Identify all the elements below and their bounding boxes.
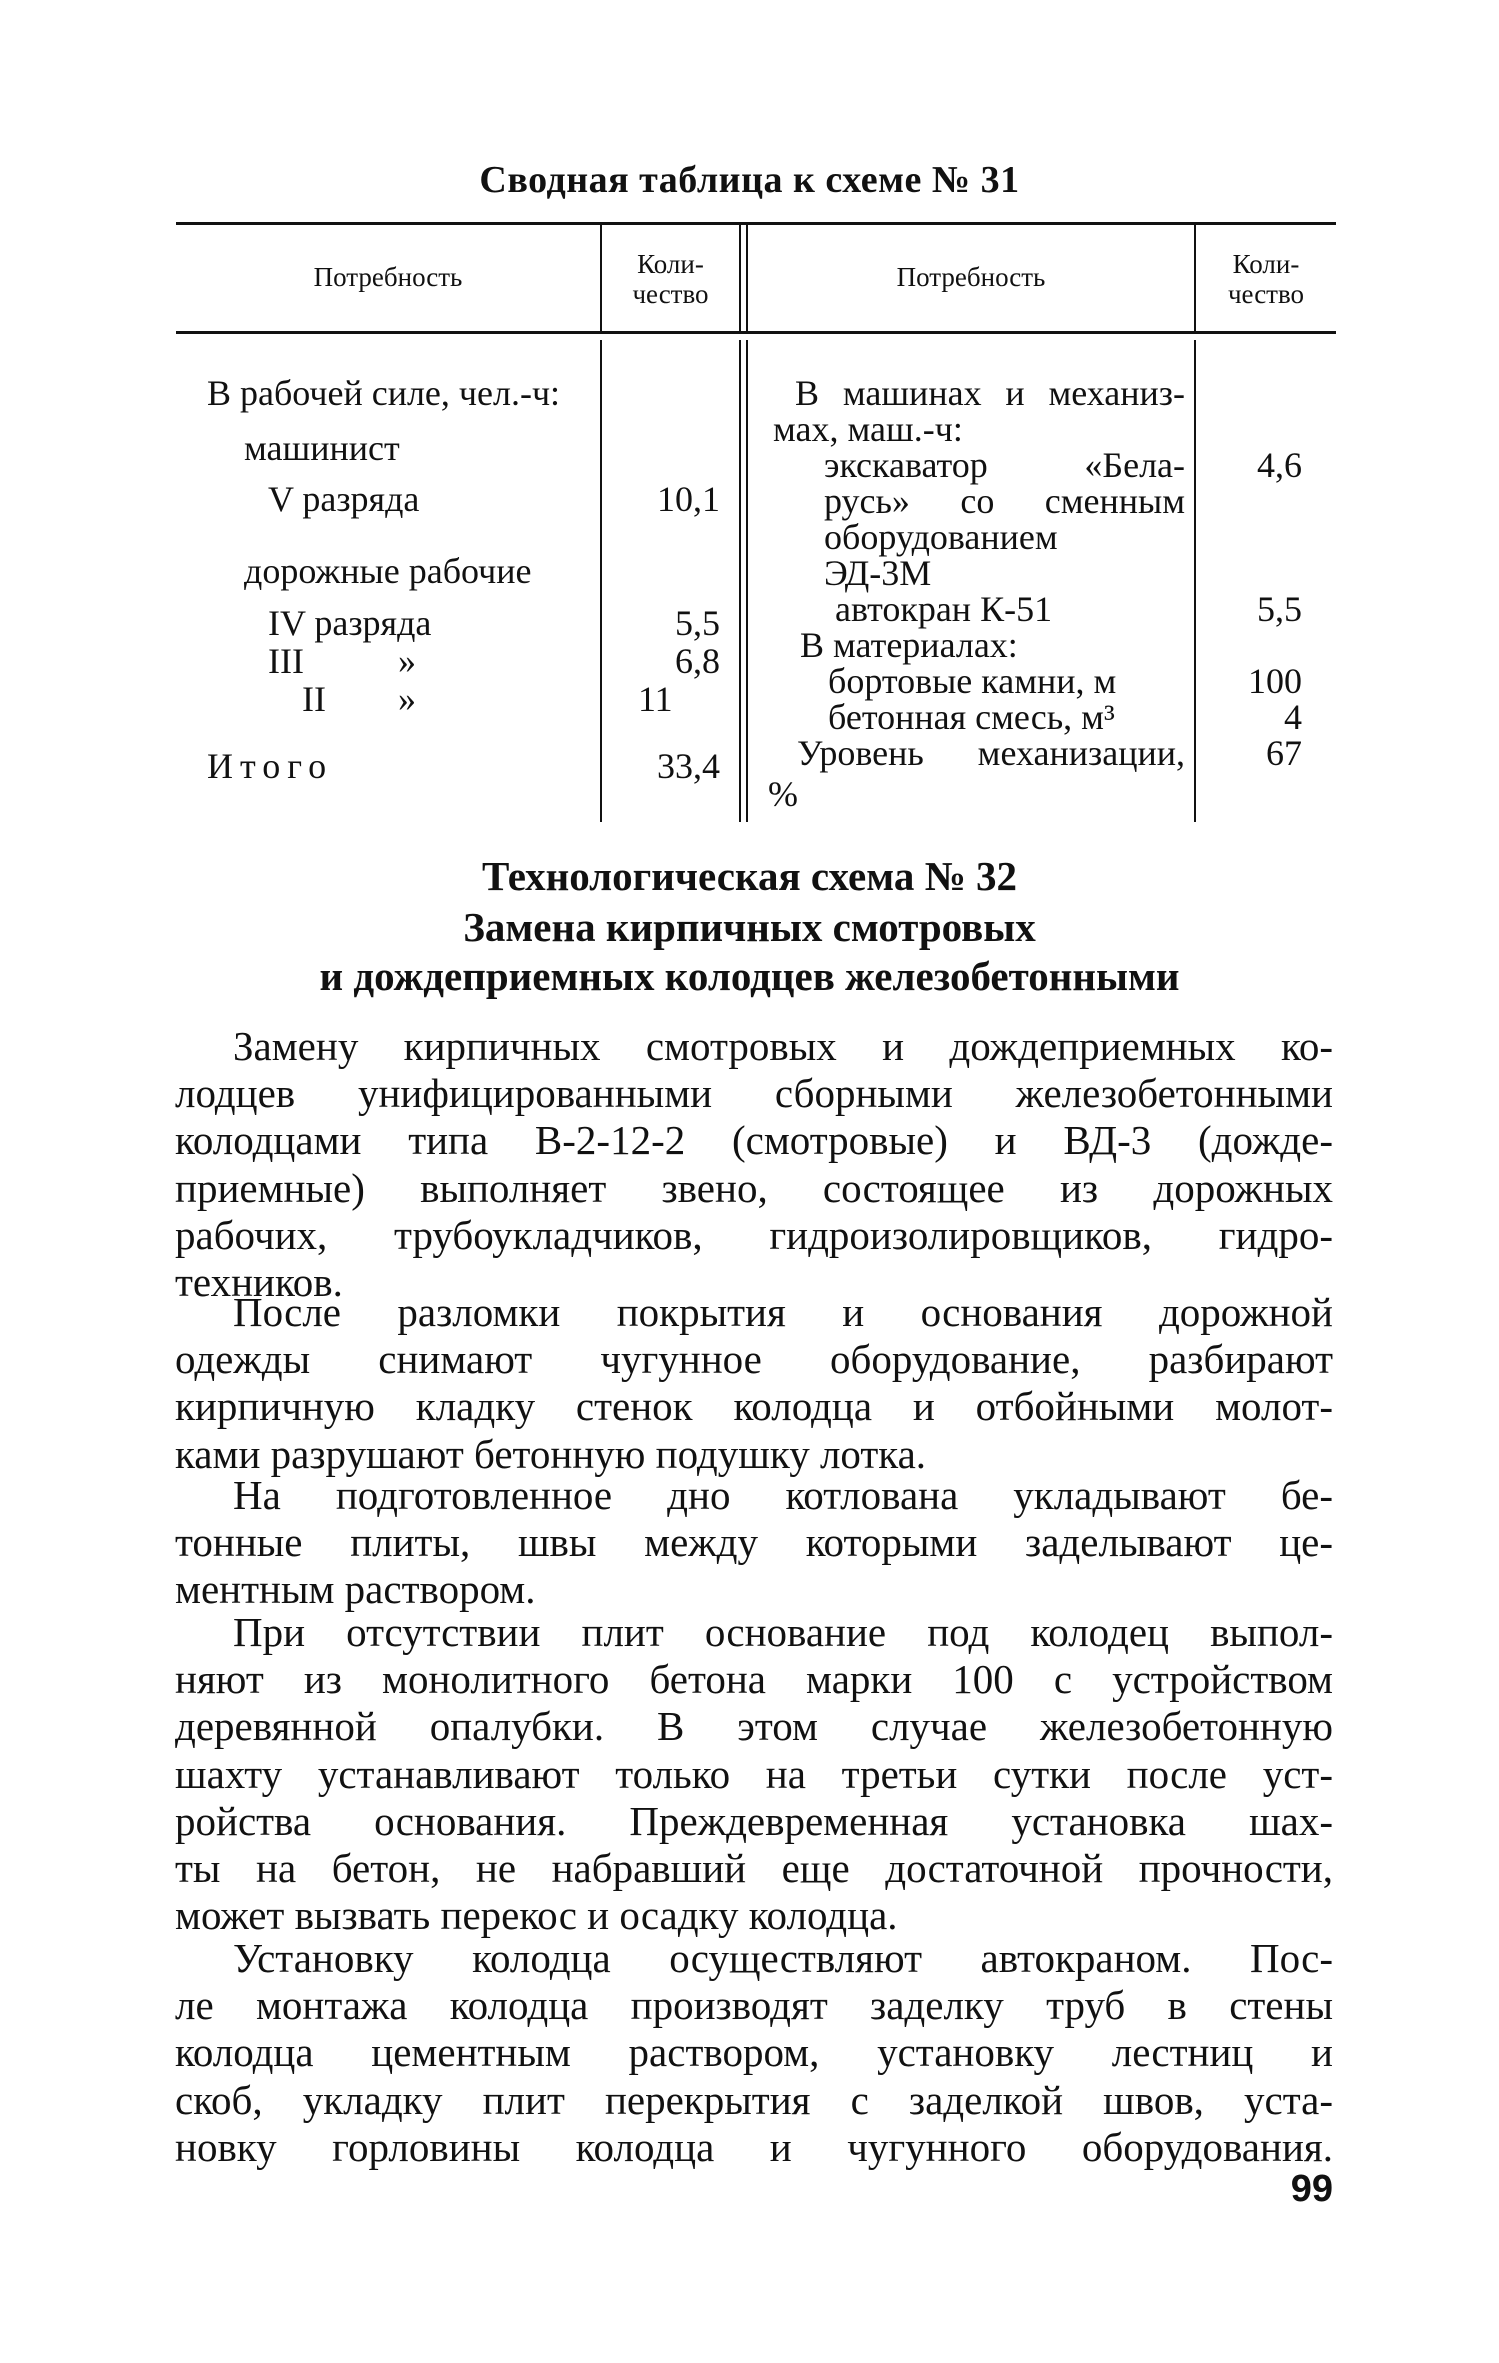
paragraph-line: шахту устанавливают только на третьи сутки после уст- [175,1750,1333,1797]
curbs: бортовые камни, м [828,661,1117,701]
excavator-line4: ЭД-3М [824,553,932,593]
paragraph-line: колодца цементным раствором, установку лестниц и [175,2029,1333,2076]
paragraph-line: может вызвать перекос и осадку колодца. [175,1892,898,1939]
table-top-rule [176,222,1336,225]
paragraph-line: колодцами типа В-2-12-2 (смотровые) и ВД-3 (дожде- [175,1117,1333,1164]
paragraph-line: При отсутствии плит основание под колодец выпол- [233,1609,1333,1655]
labor-grade-2-value: 11 [638,679,673,719]
paragraph-line: рабочих, трубоукладчиков, гидроизолировщиков, гидро- [175,1211,1333,1258]
header-qty-right-line1: Коли- [1232,249,1300,279]
paragraph-line: ментным раствором. [175,1566,536,1613]
section-title-line3: и дождеприемных колодцев железобетонными [319,953,1180,999]
excavator-value: 4,6 [1257,445,1302,485]
machines-heading-line1: В машинах и механиз- [795,373,1185,413]
paragraph-3 [175,1472,1333,1614]
paragraph-line: лодцев унифицированными сборными железобетонными [175,1070,1333,1117]
crane: автокран К-51 [835,589,1053,629]
header-qty-right-line2: чество [1227,279,1305,309]
paragraph-4 [175,1609,1333,1939]
labor-grade-2: II [302,679,326,719]
labor-road-workers: дорожные рабочие [244,551,532,591]
concrete: бетонная смесь, м³ [828,697,1115,737]
labor-machinist-value: 10,1 [657,479,720,519]
column-divider-center-a [739,340,741,822]
paragraph-line: После разломки покрытия и основания дорожной [233,1289,1333,1335]
header-qty-right [1196,249,1336,309]
header-qty-left-line2: чество [632,279,709,309]
excavator-line2: русь» со сменным [824,481,1185,521]
paragraph-line: ты на бетон, не набравший еще достаточной прочности, [175,1845,1333,1892]
labor-grade-3: III [268,641,304,681]
materials-heading: В материалах: [800,625,1018,665]
paragraph-line: одежды снимают чугунное оборудование, разбирают [175,1336,1333,1383]
mechanization-line1: Уровень механизации, [797,733,1185,773]
labor-total-value: 33,4 [657,746,720,786]
table-caption: Сводная таблица к схеме № 31 [479,159,1020,201]
labor-grade-3-ditto: » [398,641,416,681]
table-header-rule [176,331,1336,334]
mechanization-percent: % [768,774,798,814]
paragraph-line: ройства основания. Преждевременная установка шах- [175,1797,1333,1844]
concrete-value: 4 [1284,697,1302,737]
column-divider-center-b [746,340,748,822]
crane-value: 5,5 [1257,589,1302,629]
curbs-value: 100 [1248,661,1302,701]
paragraph-line: тонные плиты, швы между которыми заделывают це- [175,1519,1333,1566]
mechanization-value: 67 [1266,733,1302,773]
paragraph-line: кирпичную кладку стенок колодца и отбойными молот- [175,1383,1333,1430]
column-divider-center-a [739,225,741,331]
paragraph-2 [175,1289,1333,1478]
paragraph-line: ле монтажа колодца производят заделку труб в стены [175,1982,1333,2029]
labor-heading: В рабочей силе, чел.-ч: [207,373,561,413]
paragraph-line: ками разрушают бетонную подушку лотка. [175,1430,927,1477]
paragraph-line: Установку колодца осуществляют автокраном. Пос- [233,1935,1333,1981]
paragraph-line: приемные) выполняет звено, состоящее из дорожных [175,1164,1333,1211]
labor-total-label: Итого [207,746,334,786]
header-need-left: Потребность [313,262,463,292]
section-title-line1: Технологическая схема № 32 [481,853,1018,899]
paragraph-line: техников. [175,1259,343,1306]
machines-heading-line2: мах, маш.-ч: [773,409,963,449]
labor-machinist-grade: V разряда [268,479,420,519]
header-qty-left-line1: Коли- [637,249,704,279]
labor-machinist: машинист [244,428,400,468]
labor-grade-3-value: 6,8 [675,641,720,681]
header-qty-left [602,249,739,309]
paragraph-5 [175,1935,1333,2171]
section-title-line2: Замена кирпичных смотровых [463,904,1036,950]
paragraph-line: На подготовленное дно котлована укладывают бе- [233,1472,1333,1518]
paragraph-line: Замену кирпичных смотровых и дождеприемных ко- [233,1023,1333,1069]
labor-grade-2-ditto: » [398,679,416,719]
paragraph-line: няют из монолитного бетона марки 100 с устройством [175,1656,1333,1703]
excavator-line1: экскаватор «Бела- [824,445,1185,485]
paragraph-line: новку горловины колодца и чугунного оборудования. [175,2123,1333,2170]
excavator-line3: оборудованием [824,517,1058,557]
labor-grade-4-value: 5,5 [675,603,720,643]
header-need-right: Потребность [896,262,1046,292]
paragraph-line: скоб, укладку плит перекрытия с заделкой швов, уста- [175,2076,1333,2123]
paragraph-1 [175,1023,1333,1306]
paragraph-line: деревянной опалубки. В этом случае железобетонную [175,1703,1333,1750]
page-number: 99 [1290,2168,1333,2210]
labor-grade-4: IV разряда [268,603,432,643]
